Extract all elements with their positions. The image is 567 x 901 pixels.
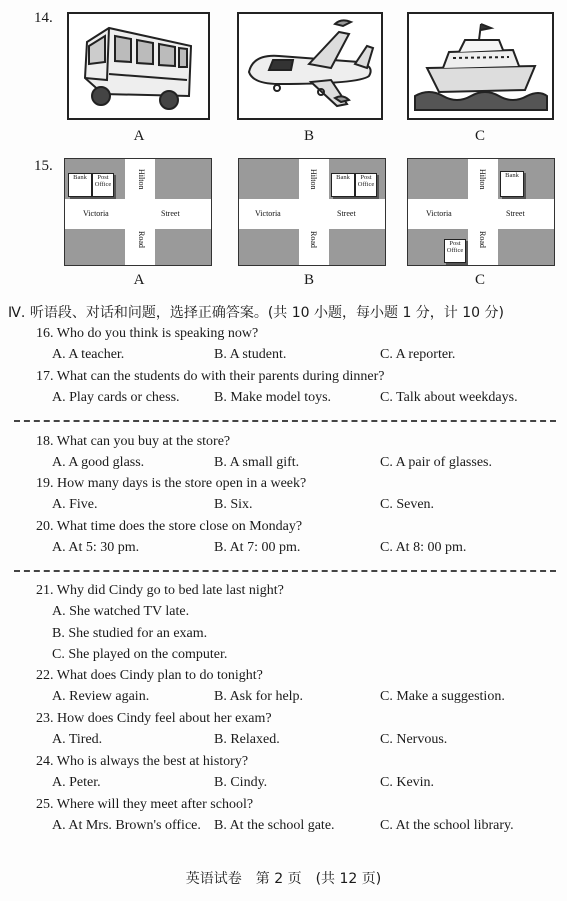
map-option-c[interactable] (407, 158, 555, 266)
q16-option-a[interactable]: A. A teacher. (52, 347, 125, 362)
q23-option-c[interactable]: C. Nervous. (380, 732, 448, 747)
q18-option-c[interactable]: C. A pair of glasses. (380, 455, 492, 470)
map-option-a[interactable] (64, 158, 212, 266)
street-label: Street (337, 209, 356, 218)
q16-option-c[interactable]: C. A reporter. (380, 347, 456, 362)
road-label: Road (309, 231, 318, 248)
question-15-number: 15. (34, 158, 53, 174)
hilton-label: Hilton (309, 169, 318, 190)
question-20: 20. What time does the store close on Monday? (36, 519, 303, 534)
question-16: 16. Who do you think is speaking now? (36, 326, 259, 341)
q17-option-c[interactable]: C. Talk about weekdays. (380, 390, 518, 405)
q16-option-b[interactable]: B. A student. (214, 347, 287, 362)
victoria-label: Victoria (426, 209, 452, 218)
question-14-number: 14. (34, 10, 53, 26)
q24-option-a[interactable]: A. Peter. (52, 775, 101, 790)
question-19: 19. How many days is the store open in a week? (36, 476, 307, 491)
q18-option-a[interactable]: A. A good glass. (52, 455, 145, 470)
option-a-label: A (133, 128, 145, 144)
question-23: 23. How does Cindy feel about her exam? (36, 711, 272, 726)
question-18: 18. What can you buy at the store? (36, 434, 231, 449)
q17-option-a[interactable]: A. Play cards or chess. (52, 390, 180, 405)
map-option-c-label: C (474, 272, 485, 288)
q24-option-c[interactable]: C. Kevin. (380, 775, 435, 790)
road-label: Road (478, 231, 487, 248)
hilton-label: Hilton (478, 169, 487, 190)
option-b-picture[interactable] (237, 12, 383, 120)
q25-option-a[interactable]: A. At Mrs. Brown's office. (52, 818, 201, 833)
section-divider (14, 570, 556, 572)
post-office-building: Post Office (444, 239, 466, 263)
map-option-b[interactable] (238, 158, 386, 266)
section-divider (14, 420, 556, 422)
post-office-building: Post Office (355, 173, 377, 197)
question-22: 22. What does Cindy plan to do tonight? (36, 668, 263, 683)
q22-option-a[interactable]: A. Review again. (52, 689, 150, 704)
q21-option-b[interactable]: B. She studied for an exam. (52, 626, 208, 641)
post-office-building: Post Office (92, 173, 114, 197)
question-25: 25. Where will they meet after school? (36, 797, 254, 812)
q18-option-b[interactable]: B. A small gift. (214, 455, 300, 470)
q21-option-a[interactable]: A. She watched TV late. (52, 604, 190, 619)
bank-building: Bank (500, 171, 524, 197)
q17-option-b[interactable]: B. Make model toys. (214, 390, 332, 405)
q20-option-c[interactable]: C. At 8: 00 pm. (380, 540, 467, 555)
q25-option-b[interactable]: B. At the school gate. (214, 818, 335, 833)
street-label: Street (161, 209, 180, 218)
ship-icon (409, 14, 552, 118)
option-a-picture[interactable] (67, 12, 210, 120)
q22-option-c[interactable]: C. Make a suggestion. (380, 689, 505, 704)
question-24: 24. Who is always the best at history? (36, 754, 249, 769)
hilton-label: Hilton (137, 169, 146, 190)
q20-option-a[interactable]: A. At 5: 30 pm. (52, 540, 140, 555)
section-heading: Ⅳ. 听语段、对话和问题，选择正确答案。(共 10 小题，每小题 1 分，计 10 分) (8, 305, 504, 321)
bank-building: Bank (331, 173, 355, 197)
map-option-a-label: A (133, 272, 145, 288)
q19-option-c[interactable]: C. Seven. (380, 497, 435, 512)
street-label: Street (506, 209, 525, 218)
airplane-icon (239, 14, 381, 118)
victoria-label: Victoria (83, 209, 109, 218)
bus-icon (69, 14, 208, 118)
option-b-label: B (303, 128, 314, 144)
q23-option-a[interactable]: A. Tired. (52, 732, 103, 747)
page-footer: 英语试卷 第 2 页 (共 12 页) (185, 871, 382, 887)
question-21: 21. Why did Cindy go to bed late last night? (36, 583, 284, 598)
map-option-b-label: B (303, 272, 314, 288)
bank-building: Bank (68, 173, 92, 197)
q23-option-b[interactable]: B. Relaxed. (214, 732, 280, 747)
q22-option-b[interactable]: B. Ask for help. (214, 689, 304, 704)
q24-option-b[interactable]: B. Cindy. (214, 775, 268, 790)
option-c-picture[interactable] (407, 12, 554, 120)
q19-option-a[interactable]: A. Five. (52, 497, 98, 512)
question-17: 17. What can the students do with their parents during dinner? (36, 369, 385, 384)
q21-option-c[interactable]: C. She played on the computer. (52, 647, 228, 662)
road-label: Road (137, 231, 146, 248)
q19-option-b[interactable]: B. Six. (214, 497, 253, 512)
q25-option-c[interactable]: C. At the school library. (380, 818, 514, 833)
q20-option-b[interactable]: B. At 7: 00 pm. (214, 540, 301, 555)
victoria-label: Victoria (255, 209, 281, 218)
option-c-label: C (474, 128, 485, 144)
